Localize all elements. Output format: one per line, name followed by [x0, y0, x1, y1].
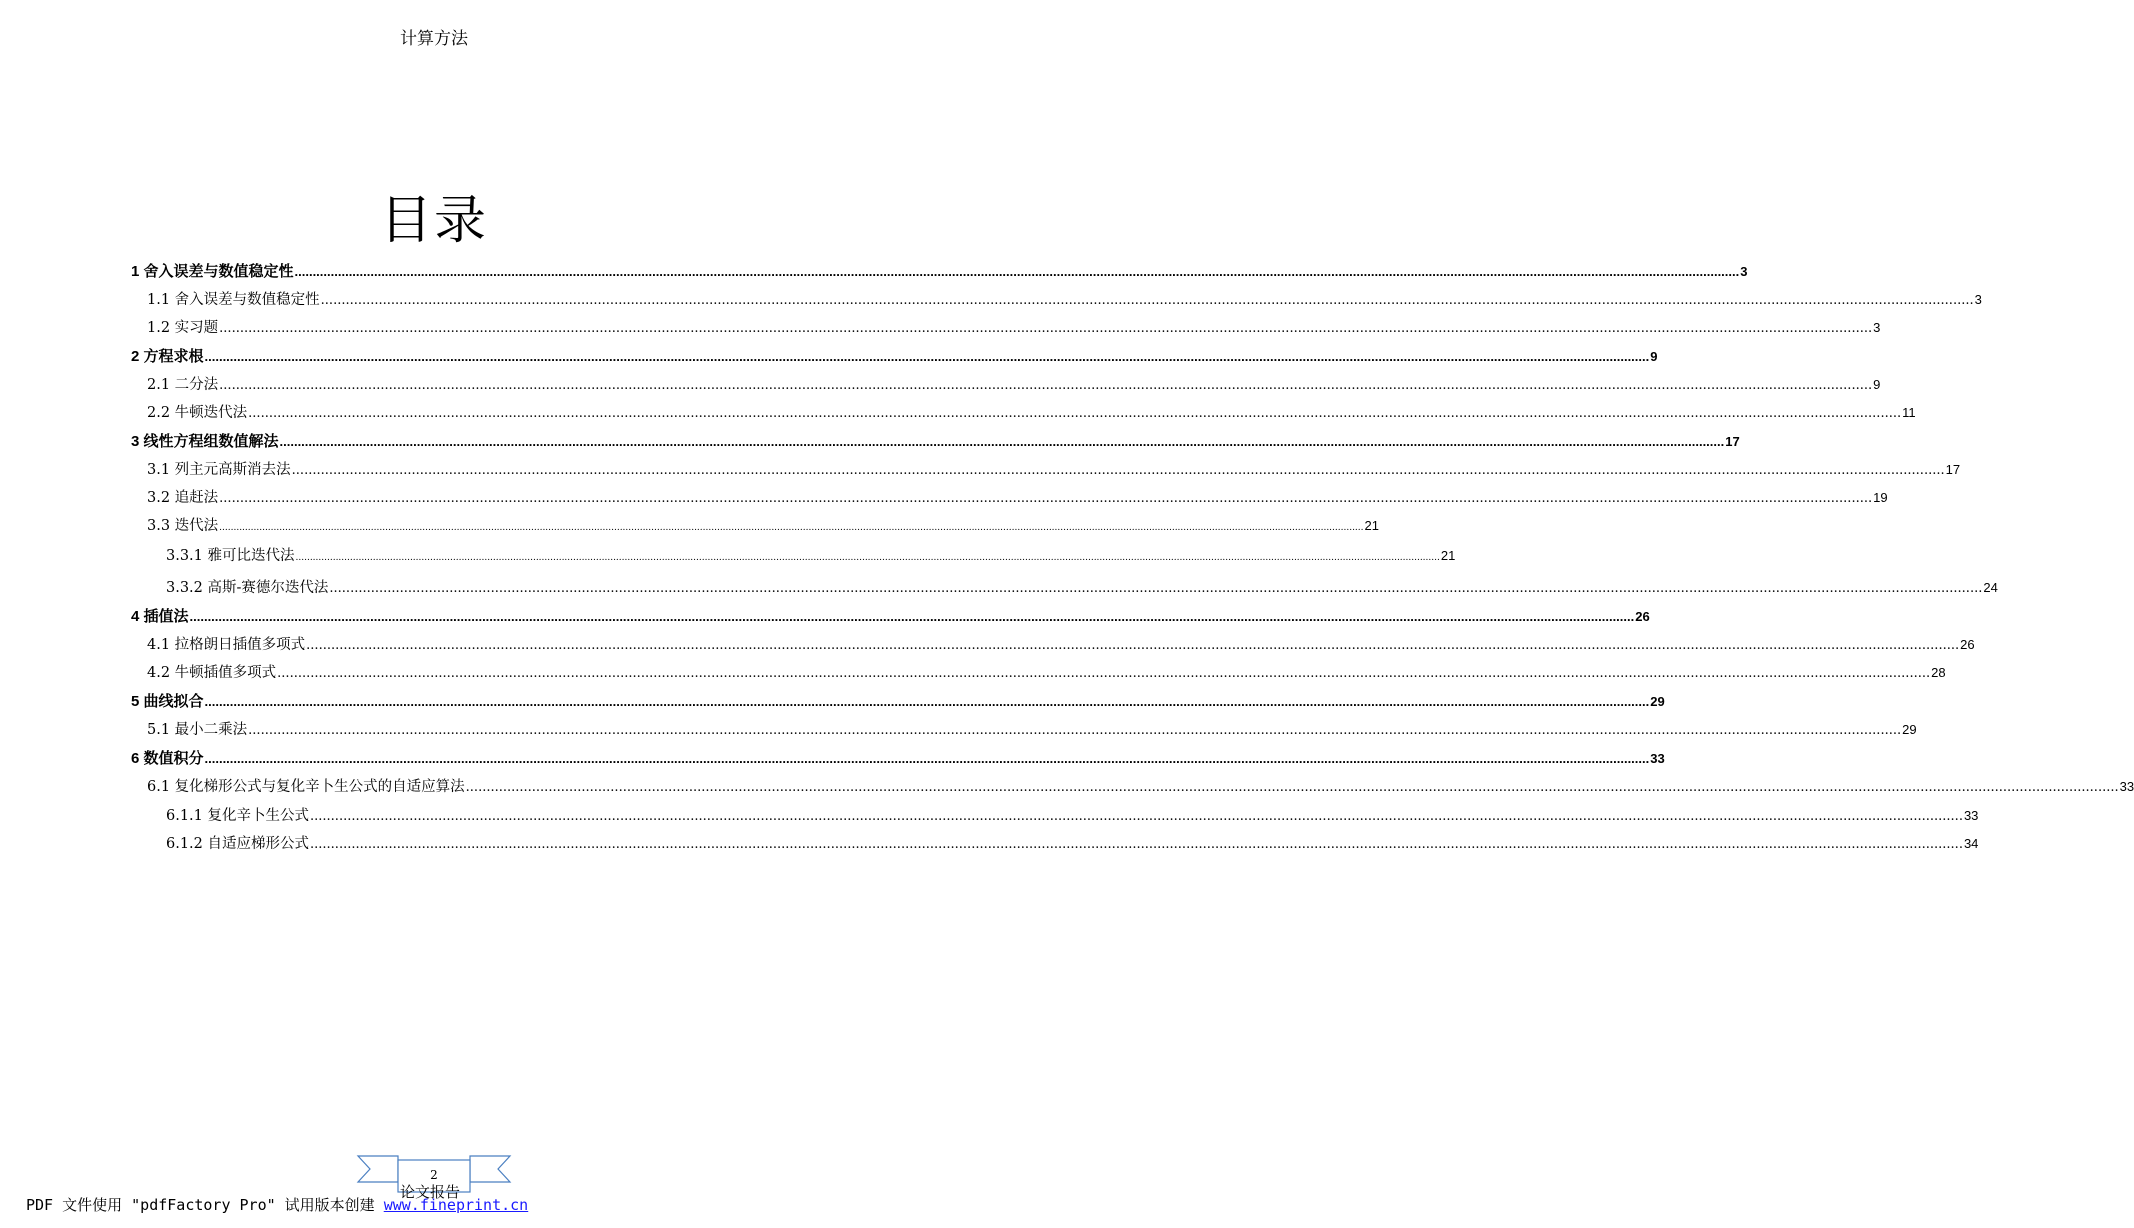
- toc-entry-section-4-2[interactable]: [147, 659, 1946, 687]
- toc-title: 目录: [379, 191, 488, 251]
- toc-leader-dots: ................................................................................................................................................................................................................................................................................................................................................................................................................: [248, 406, 1902, 421]
- toc-leader-dots: ................................................................................................................................................................................................................................................................................................................................................................................................................: [310, 837, 1963, 852]
- pdf-watermark: [26, 1194, 528, 1215]
- toc-entry-section-3-3[interactable]: [147, 512, 1379, 540]
- toc-leader-dots: ................................................................................................................................................................................................................................................................................................................................................................................................................: [306, 638, 1960, 653]
- toc-leader-dots: ................................................................................................................................................................................................................................................................................................................................................................................................................: [320, 293, 1974, 308]
- toc-entry-label: 3 线性方程组数值解法: [131, 433, 279, 450]
- toc-entry-section-2-2[interactable]: [147, 399, 1916, 427]
- toc-entry-label: 5.1 最小二乘法: [147, 722, 248, 738]
- toc-leader-dots: ................................................................................................................................................................................................................................................................................................................................................................................................................: [219, 378, 1873, 393]
- toc-leader-dots: ................................................................................................................................................................................................................................................................................................................................................................................................................: [294, 264, 1740, 279]
- toc-entry-label: 3.3 迭代法: [147, 518, 219, 534]
- toc-leader-dots: ................................................................................................................................................................................................................................................................................................................................................................................................................: [189, 609, 1635, 624]
- toc-entry-section-3-1[interactable]: [147, 456, 1961, 484]
- toc-entry-page: 29: [1650, 694, 1665, 709]
- toc-leader-dots: ................................................................................................................................................................................................................................................................................................................................................................................................................: [279, 434, 1725, 449]
- toc-leader-dots: ................................................................................................................................................................................................................................................................................................................................................................................................................: [204, 751, 1650, 766]
- toc-leader-dots: ................................................................................................................................................................................................................................................................................................................................................................................................................: [277, 666, 1931, 681]
- toc-entry-label: 2 方程求根: [131, 348, 204, 365]
- toc-entry-label: 4.1 拉格朗日插值多项式: [147, 637, 306, 653]
- toc-leader-dots: ................................................................................................................................................................................................................................................................................................................................................................................................................: [295, 553, 1440, 563]
- toc-entry-page: 33: [1963, 808, 1979, 823]
- toc-entry-section-3-3-2[interactable]: [166, 574, 1998, 602]
- toc-entry-page: 34: [1963, 836, 1979, 851]
- toc-entry-label: 4.2 牛顿插值多项式: [147, 665, 277, 681]
- toc-entry-label: 1.2 实习题: [147, 320, 219, 336]
- toc-entry-section-2-1[interactable]: [147, 371, 1881, 399]
- toc-entry-chapter-6[interactable]: [131, 745, 1665, 773]
- toc-leader-dots: ................................................................................................................................................................................................................................................................................................................................................................................................................: [465, 780, 2119, 795]
- toc-entry-label: 1.1 舍入误差与数值稳定性: [147, 292, 320, 308]
- toc-entry-page: 26: [1960, 637, 1975, 652]
- toc-entry-page: 17: [1725, 434, 1740, 449]
- toc-entry-page: 9: [1650, 349, 1658, 364]
- toc-entry-page: 11: [1902, 405, 1916, 420]
- toc-entry-page: 3: [1740, 264, 1748, 279]
- toc-entry-page: 21: [1440, 548, 1456, 563]
- toc-leader-dots: ................................................................................................................................................................................................................................................................................................................................................................................................................: [291, 463, 1945, 478]
- toc-entry-section-6-1-2[interactable]: [166, 830, 1979, 858]
- footer-text: 论文报告: [400, 1183, 461, 1201]
- toc-leader-dots: ................................................................................................................................................................................................................................................................................................................................................................................................................: [204, 349, 1650, 364]
- toc-entry-chapter-3[interactable]: [131, 428, 1740, 456]
- toc-entry-label: 3.2 追赶法: [147, 490, 219, 506]
- toc-entry-section-6-1-1[interactable]: [166, 802, 1979, 830]
- page-number: 2: [430, 1168, 438, 1182]
- toc-entry-chapter-5[interactable]: [131, 688, 1665, 716]
- toc-leader-dots: ................................................................................................................................................................................................................................................................................................................................................................................................................: [219, 321, 1873, 336]
- toc-entry-page: 3: [1873, 320, 1881, 335]
- toc-entry-label: 5 曲线拟合: [131, 693, 204, 710]
- toc-entry-section-1-1[interactable]: [147, 286, 1982, 314]
- toc-entry-page: 3: [1974, 292, 1982, 307]
- toc-leader-dots: ................................................................................................................................................................................................................................................................................................................................................................................................................: [310, 809, 1963, 824]
- toc-leader-dots: ................................................................................................................................................................................................................................................................................................................................................................................................................: [204, 694, 1650, 709]
- toc-entry-page: 33: [1650, 751, 1665, 766]
- toc-entry-page: 24: [1983, 580, 1998, 595]
- toc-entry-section-1-2[interactable]: [147, 314, 1881, 342]
- toc-leader-dots: ................................................................................................................................................................................................................................................................................................................................................................................................................: [248, 723, 1902, 738]
- toc-entry-label: 3.1 列主元高斯消去法: [147, 462, 291, 478]
- toc-entry-label: 2.1 二分法: [147, 377, 219, 393]
- toc-entry-label: 6 数值积分: [131, 750, 204, 767]
- toc-entry-label: 2.2 牛顿迭代法: [147, 405, 248, 421]
- toc-entry-page: 28: [1931, 665, 1946, 680]
- watermark-link[interactable]: www.fineprint.cn: [383, 1196, 529, 1214]
- toc-entry-section-3-2[interactable]: [147, 484, 1888, 512]
- toc-entry-label: 3.3.2 高斯-赛德尔迭代法: [166, 580, 329, 596]
- toc-leader-dots: ................................................................................................................................................................................................................................................................................................................................................................................................................: [219, 523, 1364, 533]
- toc-entry-label: 6.1.2 自适应梯形公式: [166, 836, 310, 852]
- toc-entry-section-3-3-1[interactable]: [166, 542, 1456, 570]
- toc-entry-page: 9: [1873, 377, 1881, 392]
- toc-entry-label: 1 舍入误差与数值稳定性: [131, 263, 294, 280]
- toc-entry-chapter-4[interactable]: [131, 603, 1650, 631]
- toc-entry-label: 6.1.1 复化辛卜生公式: [166, 808, 310, 824]
- toc-leader-dots: ................................................................................................................................................................................................................................................................................................................................................................................................................: [329, 581, 1983, 596]
- toc-entry-chapter-2[interactable]: [131, 343, 1658, 371]
- toc-entry-page: 19: [1873, 490, 1888, 505]
- toc-entry-page: 17: [1945, 462, 1961, 477]
- toc-entry-label: 6.1 复化梯形公式与复化辛卜生公式的自适应算法: [147, 779, 465, 795]
- toc-entry-page: 26: [1635, 609, 1650, 624]
- toc-entry-label: 3.3.1 雅可比迭代法: [166, 548, 295, 564]
- toc-entry-section-5-1[interactable]: [147, 716, 1917, 744]
- toc-entry-section-6-1[interactable]: [147, 773, 2134, 801]
- page-header: 计算方法: [400, 29, 468, 49]
- toc-entry-page: 29: [1902, 722, 1917, 737]
- toc-entry-page: 21: [1364, 518, 1379, 533]
- toc-entry-section-4-1[interactable]: [147, 631, 1975, 659]
- toc-leader-dots: ................................................................................................................................................................................................................................................................................................................................................................................................................: [219, 491, 1873, 506]
- toc-entry-label: 4 插值法: [131, 608, 189, 625]
- watermark-text: PDF 文件使用 "pdfFactory Pro" 试用版本创建: [26, 1196, 384, 1214]
- toc-entry-chapter-1[interactable]: [131, 258, 1748, 286]
- toc-entry-page: 33: [2119, 779, 2134, 794]
